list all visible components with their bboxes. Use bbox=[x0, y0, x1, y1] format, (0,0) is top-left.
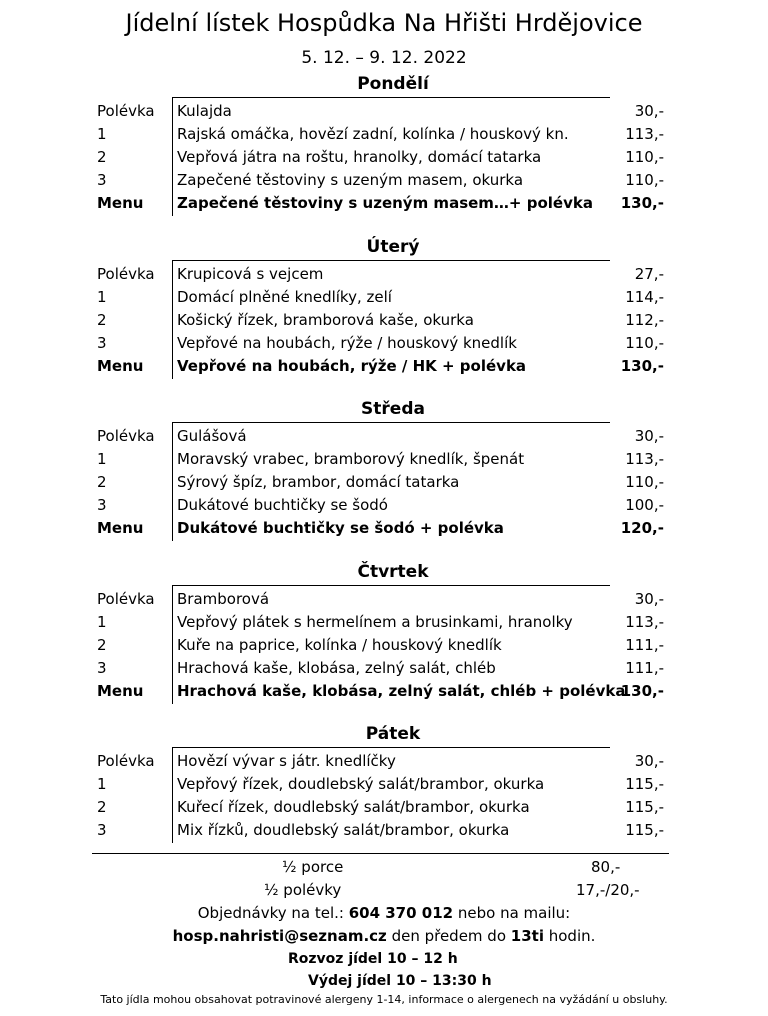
order-info-text-4: hodin. bbox=[543, 927, 596, 945]
dish-price: 111,- bbox=[625, 636, 664, 654]
row-label: Polévka bbox=[97, 102, 155, 120]
page-title: Jídelní lístek Hospůdka Na Hřišti Hrdějovice bbox=[125, 9, 643, 37]
dish-price: 115,- bbox=[625, 821, 664, 839]
row-label: 2 bbox=[97, 798, 107, 816]
dish-row bbox=[0, 820, 768, 843]
row-label: Polévka bbox=[97, 427, 155, 445]
menu-row bbox=[0, 193, 768, 216]
row-label: 1 bbox=[97, 775, 107, 793]
dish-name: Bramborová bbox=[177, 590, 270, 608]
pickup-hours: Výdej jídel 10 – 13:30 h bbox=[308, 973, 492, 989]
dish-price: 27,- bbox=[634, 265, 664, 283]
dish-name: Vepřová játra na roštu, hranolky, domácí tatarka bbox=[177, 148, 542, 166]
dish-name: Rajská omáčka, hovězí zadní, kolínka / houskový kn. bbox=[177, 125, 569, 143]
dish-price: 120,- bbox=[620, 519, 664, 537]
day-heading-rule bbox=[172, 585, 610, 586]
dish-name: Hovězí vývar s játr. knedlíčky bbox=[177, 752, 396, 770]
date-range: 5. 12. – 9. 12. 2022 bbox=[301, 48, 467, 68]
dish-name: Kuřecí řízek, doudlebský salát/brambor, okurka bbox=[177, 798, 530, 816]
menu-row bbox=[0, 356, 768, 379]
bottom-divider bbox=[92, 853, 669, 854]
dish-row bbox=[0, 449, 768, 472]
phone-number: 604 370 012 bbox=[348, 904, 454, 922]
delivery-hours: Rozvoz jídel 10 – 12 h bbox=[288, 951, 458, 967]
row-label: Polévka bbox=[97, 752, 155, 770]
dish-price: 110,- bbox=[625, 473, 664, 491]
dish-row bbox=[0, 589, 768, 612]
dish-name: Vepřový plátek s hermelínem a brusinkami, hranolky bbox=[177, 613, 573, 631]
allergen-footnote: Tato jídla mohou obsahovat potravinové alergeny 1-14, informace o alergenech na vyžádání u obsluhy. bbox=[100, 993, 668, 1006]
dish-row bbox=[0, 658, 768, 681]
dish-name: Mix řízků, doudlebský salát/brambor, okurka bbox=[177, 821, 510, 839]
row-label: 2 bbox=[97, 636, 107, 654]
email-address: hosp.nahristi@seznam.cz bbox=[172, 927, 387, 945]
row-label: 1 bbox=[97, 125, 107, 143]
day-heading: Pondělí bbox=[357, 74, 429, 94]
order-info-text: Objednávky na tel.: bbox=[197, 904, 349, 922]
row-label: 3 bbox=[97, 334, 107, 352]
order-info-text-3: den předem do bbox=[386, 927, 511, 945]
half-soup-row bbox=[0, 880, 768, 902]
dish-price: 30,- bbox=[634, 427, 664, 445]
dish-price: 110,- bbox=[625, 334, 664, 352]
row-label: 1 bbox=[97, 613, 107, 631]
dish-name: Domácí plněné knedlíky, zelí bbox=[177, 288, 392, 306]
dish-row bbox=[0, 472, 768, 495]
dish-name: Krupicová s vejcem bbox=[177, 265, 324, 283]
row-label: Menu bbox=[97, 519, 144, 537]
row-label: Menu bbox=[97, 357, 144, 375]
row-label: Menu bbox=[97, 682, 144, 700]
day-heading: Čtvrtek bbox=[357, 562, 429, 582]
dish-price: 110,- bbox=[625, 171, 664, 189]
dish-price: 130,- bbox=[620, 357, 664, 375]
dish-row bbox=[0, 101, 768, 124]
dish-price: 130,- bbox=[620, 682, 664, 700]
dish-price: 113,- bbox=[625, 613, 664, 631]
dish-price: 115,- bbox=[625, 798, 664, 816]
dish-name: Kuře na paprice, kolínka / houskový knedlík bbox=[177, 636, 502, 654]
dish-price: 110,- bbox=[625, 148, 664, 166]
dish-price: 113,- bbox=[625, 450, 664, 468]
row-label: 3 bbox=[97, 171, 107, 189]
dish-row bbox=[0, 310, 768, 333]
row-label: Menu bbox=[97, 194, 144, 212]
row-label: 2 bbox=[97, 311, 107, 329]
order-info-line-1 bbox=[0, 903, 768, 923]
order-deadline: 13ti bbox=[510, 927, 544, 945]
dish-price: 111,- bbox=[625, 659, 664, 677]
half-portion-price: 80,- bbox=[591, 858, 621, 876]
row-label: Polévka bbox=[97, 265, 155, 283]
row-label: 2 bbox=[97, 148, 107, 166]
order-info-line-2 bbox=[0, 926, 768, 946]
dish-row bbox=[0, 612, 768, 635]
dish-row bbox=[0, 751, 768, 774]
dish-price: 130,- bbox=[620, 194, 664, 212]
dish-name: Dukátové buchtičky se šodó + polévka bbox=[177, 519, 504, 537]
dish-row bbox=[0, 495, 768, 518]
dish-name: Vepřový řízek, doudlebský salát/brambor, okurka bbox=[177, 775, 545, 793]
dish-name: Gulášová bbox=[177, 427, 247, 445]
dish-row bbox=[0, 170, 768, 193]
half-portion-row bbox=[0, 857, 768, 879]
row-label: 3 bbox=[97, 496, 107, 514]
dish-price: 30,- bbox=[634, 590, 664, 608]
dish-price: 114,- bbox=[625, 288, 664, 306]
half-soup-label: ½ polévky bbox=[264, 881, 342, 899]
dish-row bbox=[0, 124, 768, 147]
half-soup-price: 17,-/20,- bbox=[576, 881, 640, 899]
row-label: 3 bbox=[97, 659, 107, 677]
dish-name: Košický řízek, bramborová kaše, okurka bbox=[177, 311, 474, 329]
dish-row bbox=[0, 797, 768, 820]
dish-name: Dukátové buchtičky se šodó bbox=[177, 496, 388, 514]
dish-row bbox=[0, 635, 768, 658]
day-heading-rule bbox=[172, 260, 610, 261]
dish-name: Moravský vrabec, bramborový knedlík, špenát bbox=[177, 450, 525, 468]
dish-price: 113,- bbox=[625, 125, 664, 143]
day-heading: Středa bbox=[361, 399, 425, 419]
row-label: 2 bbox=[97, 473, 107, 491]
day-heading-rule bbox=[172, 747, 610, 748]
day-heading: Úterý bbox=[366, 237, 420, 257]
row-label: 1 bbox=[97, 288, 107, 306]
dish-row bbox=[0, 287, 768, 310]
dish-name: Zapečené těstoviny s uzeným masem…+ polévka bbox=[177, 194, 593, 212]
dish-price: 112,- bbox=[625, 311, 664, 329]
dish-name: Vepřové na houbách, rýže / HK + polévka bbox=[177, 357, 527, 375]
dish-price: 100,- bbox=[625, 496, 664, 514]
dish-row bbox=[0, 264, 768, 287]
dish-row bbox=[0, 333, 768, 356]
dish-name: Kulajda bbox=[177, 102, 232, 120]
dish-name: Vepřové na houbách, rýže / houskový knedlík bbox=[177, 334, 517, 352]
menu-row bbox=[0, 681, 768, 704]
dish-name: Hrachová kaše, klobása, zelný salát, chléb + polévka bbox=[177, 682, 626, 700]
dish-row bbox=[0, 774, 768, 797]
row-label: 1 bbox=[97, 450, 107, 468]
dish-row bbox=[0, 147, 768, 170]
half-portion-label: ½ porce bbox=[282, 858, 344, 876]
day-heading: Pátek bbox=[365, 724, 421, 744]
dish-name: Zapečené těstoviny s uzeným masem, okurka bbox=[177, 171, 524, 189]
dish-price: 30,- bbox=[634, 102, 664, 120]
day-heading-rule bbox=[172, 422, 610, 423]
dish-name: Hrachová kaše, klobása, zelný salát, chléb bbox=[177, 659, 496, 677]
row-label: 3 bbox=[97, 821, 107, 839]
menu-row bbox=[0, 518, 768, 541]
dish-price: 115,- bbox=[625, 775, 664, 793]
day-heading-rule bbox=[172, 97, 610, 98]
row-label: Polévka bbox=[97, 590, 155, 608]
dish-name: Sýrový špíz, brambor, domácí tatarka bbox=[177, 473, 460, 491]
dish-price: 30,- bbox=[634, 752, 664, 770]
dish-row bbox=[0, 426, 768, 449]
order-info-text-2: nebo na mailu: bbox=[453, 904, 571, 922]
